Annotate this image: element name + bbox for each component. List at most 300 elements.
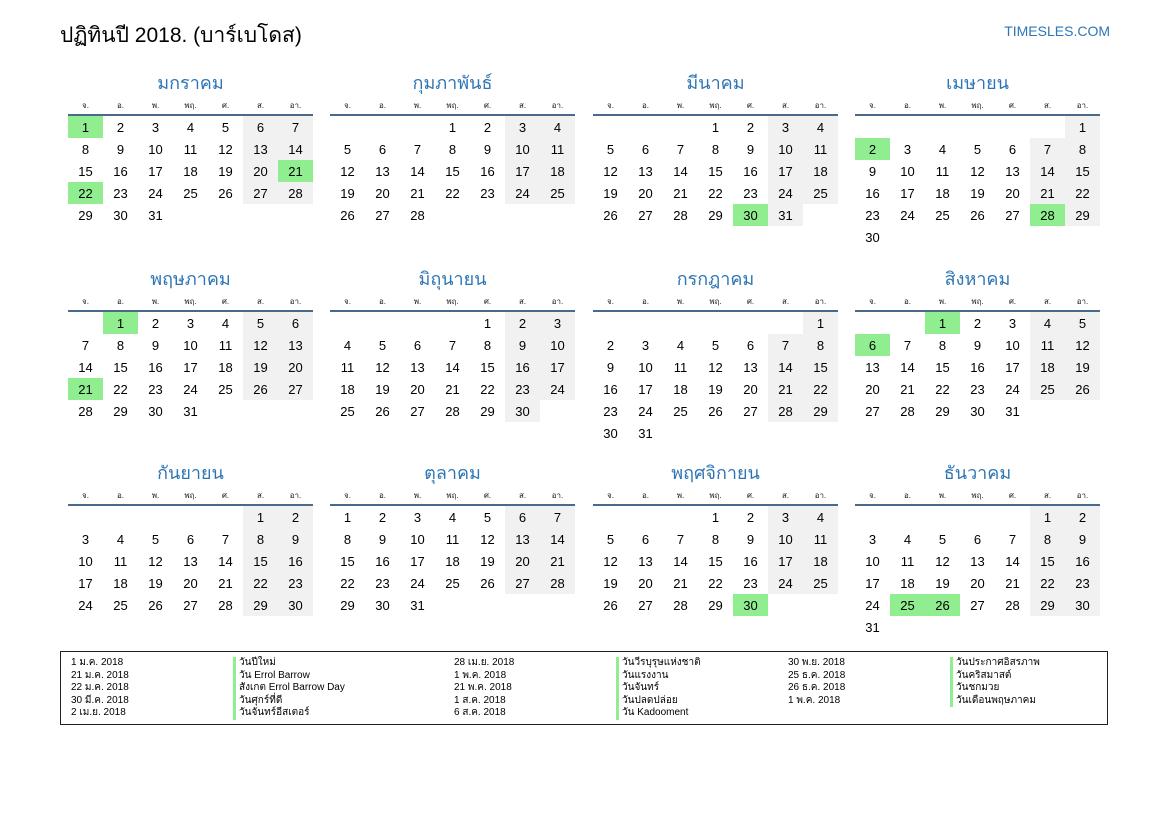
- weekday-header: ศ.: [483, 490, 492, 500]
- day-cell: 2: [746, 120, 755, 135]
- empty-cell: [400, 312, 435, 334]
- holiday-name: วันจันทร์: [616, 682, 659, 695]
- weekday-header: พฤ.: [446, 296, 459, 306]
- day-cell: 3: [413, 510, 422, 525]
- day-cell: 20: [638, 576, 653, 591]
- holiday-day-cell: 30: [733, 204, 768, 226]
- weekday-header: อ.: [641, 100, 650, 110]
- day-cell: 24: [78, 598, 93, 613]
- day-cell: 12: [1065, 334, 1100, 356]
- weekday-header-row: [330, 486, 575, 504]
- month-block: [855, 460, 1100, 638]
- day-cell: 28: [1005, 598, 1020, 613]
- weekday-header-row: [593, 96, 838, 114]
- day-cell: 29: [340, 598, 355, 613]
- day-cell: 15: [113, 360, 128, 375]
- day-cell: 25: [340, 404, 355, 419]
- empty-cell: [960, 506, 995, 528]
- day-cell: 25: [1030, 378, 1065, 400]
- holiday-name: วันปลดปล่อย: [616, 695, 678, 708]
- day-cell: 17: [1005, 360, 1020, 375]
- weekday-header-row: [593, 292, 838, 310]
- day-cell: 7: [413, 142, 422, 157]
- day-cell: 27: [638, 598, 653, 613]
- day-cell: 14: [218, 554, 233, 569]
- day-cell: 10: [900, 164, 915, 179]
- day-cell: 9: [483, 142, 492, 157]
- month-name: มิถุนายน: [418, 269, 487, 289]
- day-cell: 4: [186, 120, 195, 135]
- day-cell: 27: [1005, 208, 1020, 223]
- day-cell: 8: [343, 532, 352, 547]
- empty-cell: [400, 116, 435, 138]
- day-cell: 1: [483, 316, 492, 331]
- weekday-header: จ.: [344, 100, 351, 110]
- empty-cell: [925, 116, 960, 138]
- day-cell: 14: [78, 360, 93, 375]
- day-cell: 16: [278, 550, 313, 572]
- weekday-header: พฤ.: [971, 296, 984, 306]
- day-cell: 6: [186, 532, 195, 547]
- day-cell: 26: [218, 186, 233, 201]
- day-cell: 20: [1005, 186, 1020, 201]
- day-cell: 2: [973, 316, 982, 331]
- day-cell: 28: [445, 404, 460, 419]
- weekday-header-row: [68, 96, 313, 114]
- day-cell: 5: [151, 532, 160, 547]
- day-cell: 19: [935, 576, 950, 591]
- weekday-header: พ.: [938, 490, 947, 500]
- day-grid: [330, 312, 575, 422]
- day-cell: 4: [448, 510, 457, 525]
- day-cell: 29: [708, 598, 723, 613]
- day-cell: 5: [243, 312, 278, 334]
- day-cell: 11: [445, 532, 460, 547]
- weekday-header: ศ.: [746, 296, 755, 306]
- day-cell: 10: [505, 138, 540, 160]
- weekday-header: พ.: [676, 296, 685, 306]
- day-cell: 20: [410, 382, 425, 397]
- holiday-name: วันชกมวย: [950, 682, 999, 695]
- day-cell: 10: [540, 334, 575, 356]
- weekday-header: ส.: [256, 490, 265, 500]
- day-cell: 28: [78, 404, 93, 419]
- day-cell: 17: [410, 554, 425, 569]
- weekday-header: พฤ.: [184, 100, 197, 110]
- month-name: มกราคม: [157, 73, 224, 93]
- day-cell: 8: [81, 142, 90, 157]
- weekday-header: ศ.: [1008, 490, 1017, 500]
- day-cell: 25: [935, 208, 950, 223]
- day-cell: 28: [768, 400, 803, 422]
- day-grid: [330, 116, 575, 226]
- day-cell: 25: [183, 186, 198, 201]
- day-cell: 12: [243, 334, 278, 356]
- day-cell: 17: [505, 160, 540, 182]
- day-cell: 4: [803, 116, 838, 138]
- holiday-day-cell: 6: [855, 334, 890, 356]
- day-cell: 11: [1030, 334, 1065, 356]
- month-block: [593, 70, 838, 226]
- day-cell: 5: [1065, 312, 1100, 334]
- empty-cell: [698, 312, 733, 334]
- day-cell: 26: [1065, 378, 1100, 400]
- day-cell: 16: [743, 554, 758, 569]
- day-cell: 3: [186, 316, 195, 331]
- day-cell: 6: [243, 116, 278, 138]
- day-cell: 28: [673, 598, 688, 613]
- day-cell: 19: [243, 356, 278, 378]
- day-cell: 3: [903, 142, 912, 157]
- day-cell: 9: [973, 338, 982, 353]
- weekday-header: อ.: [116, 296, 125, 306]
- day-cell: 7: [676, 142, 685, 157]
- day-grid: [68, 506, 313, 616]
- weekday-header: อา.: [814, 100, 827, 110]
- day-cell: 13: [743, 360, 758, 375]
- weekday-header: อ.: [641, 296, 650, 306]
- day-cell: 21: [673, 186, 688, 201]
- day-cell: 20: [638, 186, 653, 201]
- weekday-header: อ.: [378, 490, 387, 500]
- day-cell: 30: [148, 404, 163, 419]
- day-cell: 4: [1030, 312, 1065, 334]
- day-cell: 25: [803, 572, 838, 594]
- holiday-name: วันจันทร์อีสเตอร์: [233, 707, 310, 720]
- day-cell: 1: [803, 312, 838, 334]
- day-cell: 29: [243, 594, 278, 616]
- day-cell: 19: [218, 164, 233, 179]
- day-cell: 27: [865, 404, 880, 419]
- day-cell: 17: [148, 164, 163, 179]
- month-name: มีนาคม: [686, 73, 745, 93]
- legend-column: [71, 657, 345, 720]
- month-name: สิงหาคม: [944, 269, 1011, 289]
- day-cell: 23: [480, 186, 495, 201]
- day-cell: 3: [768, 506, 803, 528]
- weekday-header: อา.: [289, 490, 302, 500]
- day-cell: 29: [480, 404, 495, 419]
- day-cell: 8: [116, 338, 125, 353]
- weekday-header: พ.: [676, 100, 685, 110]
- empty-cell: [733, 312, 768, 334]
- weekday-header: ศ.: [221, 296, 230, 306]
- day-cell: 12: [148, 554, 163, 569]
- day-cell: 5: [606, 142, 615, 157]
- month-name: พฤศจิกายน: [671, 463, 760, 483]
- day-cell: 25: [673, 404, 688, 419]
- day-cell: 22: [113, 382, 128, 397]
- day-grid: [855, 506, 1100, 638]
- legend-item: [454, 695, 701, 708]
- day-cell: 24: [148, 186, 163, 201]
- holiday-name: วัน Kadooment: [616, 707, 688, 720]
- day-cell: 10: [638, 360, 653, 375]
- day-cell: 22: [340, 576, 355, 591]
- day-cell: 1: [711, 510, 720, 525]
- day-cell: 5: [221, 120, 230, 135]
- empty-cell: [890, 506, 925, 528]
- holiday-day-cell: 25: [890, 594, 925, 616]
- day-cell: 15: [340, 554, 355, 569]
- holiday-legend: [60, 651, 1108, 725]
- day-cell: 12: [603, 554, 618, 569]
- day-grid: [855, 116, 1100, 248]
- day-cell: 31: [410, 598, 425, 613]
- day-cell: 16: [480, 164, 495, 179]
- day-grid: [68, 116, 313, 226]
- day-cell: 17: [768, 160, 803, 182]
- day-cell: 6: [378, 142, 387, 157]
- day-cell: 12: [340, 164, 355, 179]
- weekday-header: ศ.: [1008, 100, 1017, 110]
- weekday-header: พ.: [413, 296, 422, 306]
- empty-cell: [628, 116, 663, 138]
- day-cell: 10: [183, 338, 198, 353]
- weekday-header: ศ.: [746, 490, 755, 500]
- empty-cell: [855, 312, 890, 334]
- weekday-header: จ.: [607, 100, 614, 110]
- day-cell: 30: [865, 230, 880, 245]
- month-block: [68, 460, 313, 616]
- day-cell: 24: [505, 182, 540, 204]
- day-cell: 13: [1005, 164, 1020, 179]
- holiday-day-cell: 26: [925, 594, 960, 616]
- legend-item: [71, 707, 345, 720]
- legend-item: [788, 682, 1040, 695]
- empty-cell: [103, 506, 138, 528]
- day-cell: 18: [183, 164, 198, 179]
- empty-cell: [663, 506, 698, 528]
- day-cell: 22: [1065, 182, 1100, 204]
- day-cell: 8: [483, 338, 492, 353]
- empty-cell: [435, 312, 470, 334]
- weekday-header: อา.: [1076, 490, 1089, 500]
- empty-cell: [925, 506, 960, 528]
- day-cell: 26: [480, 576, 495, 591]
- day-cell: 6: [505, 506, 540, 528]
- day-cell: 22: [1030, 572, 1065, 594]
- holiday-day-cell: 21: [278, 160, 313, 182]
- day-cell: 25: [540, 182, 575, 204]
- day-cell: 11: [113, 554, 128, 569]
- day-cell: 25: [445, 576, 460, 591]
- day-cell: 30: [278, 594, 313, 616]
- day-cell: 18: [540, 160, 575, 182]
- weekday-header: อ.: [116, 100, 125, 110]
- holiday-day-cell: 1: [925, 312, 960, 334]
- weekday-header: ส.: [781, 490, 790, 500]
- legend-column: [454, 657, 701, 720]
- day-cell: 1: [1065, 116, 1100, 138]
- weekday-header: จ.: [607, 296, 614, 306]
- day-cell: 4: [803, 506, 838, 528]
- day-cell: 2: [483, 120, 492, 135]
- day-cell: 22: [480, 382, 495, 397]
- day-cell: 28: [278, 182, 313, 204]
- day-cell: 28: [900, 404, 915, 419]
- empty-cell: [663, 312, 698, 334]
- day-cell: 23: [603, 404, 618, 419]
- weekday-header-row: [855, 96, 1100, 114]
- day-cell: 26: [148, 598, 163, 613]
- day-cell: 8: [243, 528, 278, 550]
- day-cell: 2: [746, 510, 755, 525]
- day-cell: 9: [746, 532, 755, 547]
- day-cell: 22: [445, 186, 460, 201]
- weekday-header: อา.: [551, 296, 564, 306]
- day-cell: 5: [973, 142, 982, 157]
- day-cell: 18: [673, 382, 688, 397]
- day-cell: 11: [803, 528, 838, 550]
- day-cell: 27: [243, 182, 278, 204]
- day-cell: 4: [938, 142, 947, 157]
- day-cell: 15: [243, 550, 278, 572]
- day-cell: 16: [603, 382, 618, 397]
- weekday-header-row: [330, 96, 575, 114]
- day-cell: 15: [935, 360, 950, 375]
- day-cell: 14: [540, 528, 575, 550]
- day-cell: 5: [378, 338, 387, 353]
- day-cell: 7: [81, 338, 90, 353]
- weekday-header: ศ.: [221, 490, 230, 500]
- day-cell: 7: [221, 532, 230, 547]
- weekday-header: ส.: [781, 100, 790, 110]
- day-cell: 2: [278, 506, 313, 528]
- day-cell: 18: [935, 186, 950, 201]
- day-cell: 30: [970, 404, 985, 419]
- weekday-header: จ.: [82, 490, 89, 500]
- weekday-header-row: [68, 292, 313, 310]
- day-cell: 10: [768, 528, 803, 550]
- day-cell: 9: [1065, 528, 1100, 550]
- day-cell: 1: [1030, 506, 1065, 528]
- day-cell: 6: [641, 532, 650, 547]
- weekday-header: พฤ.: [709, 490, 722, 500]
- day-cell: 26: [708, 404, 723, 419]
- day-cell: 7: [1030, 138, 1065, 160]
- holiday-day-cell: 21: [68, 378, 103, 400]
- day-cell: 23: [505, 378, 540, 400]
- weekday-header: พ.: [151, 296, 160, 306]
- weekday-header: พฤ.: [446, 490, 459, 500]
- weekday-header: อ.: [903, 490, 912, 500]
- weekday-header: ส.: [781, 296, 790, 306]
- legend-column: [788, 657, 1040, 707]
- day-cell: 25: [113, 598, 128, 613]
- day-cell: 17: [540, 356, 575, 378]
- weekday-header: ศ.: [483, 296, 492, 306]
- day-cell: 21: [768, 378, 803, 400]
- day-cell: 11: [340, 360, 355, 375]
- day-cell: 8: [711, 142, 720, 157]
- holiday-day-cell: 22: [68, 182, 103, 204]
- month-block: [68, 266, 313, 422]
- day-cell: 22: [935, 382, 950, 397]
- month-block: [330, 266, 575, 422]
- day-cell: 10: [768, 138, 803, 160]
- day-cell: 19: [480, 554, 495, 569]
- day-cell: 20: [743, 382, 758, 397]
- weekday-header: อา.: [289, 100, 302, 110]
- day-cell: 17: [768, 550, 803, 572]
- day-cell: 20: [970, 576, 985, 591]
- holiday-name: วันปีใหม่: [233, 657, 276, 670]
- day-cell: 29: [78, 208, 93, 223]
- day-cell: 8: [938, 338, 947, 353]
- holiday-date: 26 ธ.ค. 2018: [788, 682, 846, 694]
- holiday-date: 21 พ.ค. 2018: [454, 682, 512, 694]
- holiday-date: 30 พ.ย. 2018: [788, 657, 845, 668]
- legend-item: [71, 670, 345, 683]
- day-cell: 7: [676, 532, 685, 547]
- day-cell: 11: [183, 142, 198, 157]
- empty-cell: [1030, 116, 1065, 138]
- month-name: เมษายน: [946, 73, 1009, 93]
- day-cell: 30: [505, 400, 540, 422]
- day-cell: 23: [743, 186, 758, 201]
- day-cell: 12: [375, 360, 390, 375]
- day-cell: 23: [743, 576, 758, 591]
- empty-cell: [365, 116, 400, 138]
- day-cell: 4: [343, 338, 352, 353]
- day-cell: 29: [708, 208, 723, 223]
- day-cell: 13: [970, 554, 985, 569]
- holiday-date: 1 ส.ค. 2018: [454, 694, 506, 706]
- day-cell: 14: [673, 164, 688, 179]
- weekday-header: ศ.: [1008, 296, 1017, 306]
- holiday-day-cell: 1: [68, 116, 103, 138]
- day-cell: 29: [1030, 594, 1065, 616]
- day-cell: 24: [900, 208, 915, 223]
- month-name: ตุลาคม: [424, 463, 481, 483]
- site-link[interactable]: TIMESLES.COM: [1004, 23, 1110, 39]
- empty-cell: [173, 506, 208, 528]
- day-cell: 5: [606, 532, 615, 547]
- empty-cell: [995, 116, 1030, 138]
- holiday-date: 2 เม.ย. 2018: [71, 707, 126, 719]
- legend-item: [71, 682, 345, 695]
- month-name: กันยายน: [157, 463, 224, 483]
- weekday-header: พ.: [151, 100, 160, 110]
- day-cell: 7: [448, 338, 457, 353]
- weekday-header: ส.: [518, 100, 527, 110]
- day-cell: 24: [540, 378, 575, 400]
- day-cell: 10: [1005, 338, 1020, 353]
- day-cell: 29: [113, 404, 128, 419]
- day-cell: 27: [183, 598, 198, 613]
- day-cell: 12: [480, 532, 495, 547]
- month-block: [330, 460, 575, 616]
- weekday-header: จ.: [869, 100, 876, 110]
- day-cell: 14: [1005, 554, 1020, 569]
- weekday-header: ศ.: [221, 100, 230, 110]
- holiday-date: 6 ส.ค. 2018: [454, 707, 506, 719]
- day-cell: 19: [603, 186, 618, 201]
- empty-cell: [663, 116, 698, 138]
- day-cell: 31: [768, 204, 803, 226]
- empty-cell: [855, 116, 890, 138]
- day-cell: 9: [606, 360, 615, 375]
- day-cell: 14: [278, 138, 313, 160]
- weekday-header: พฤ.: [709, 100, 722, 110]
- day-cell: 18: [803, 160, 838, 182]
- empty-cell: [330, 116, 365, 138]
- holiday-name: วันวีรบุรุษแห่งชาติ: [616, 657, 701, 670]
- month-name: พฤษภาคม: [150, 269, 231, 289]
- day-cell: 6: [278, 312, 313, 334]
- day-cell: 9: [378, 532, 387, 547]
